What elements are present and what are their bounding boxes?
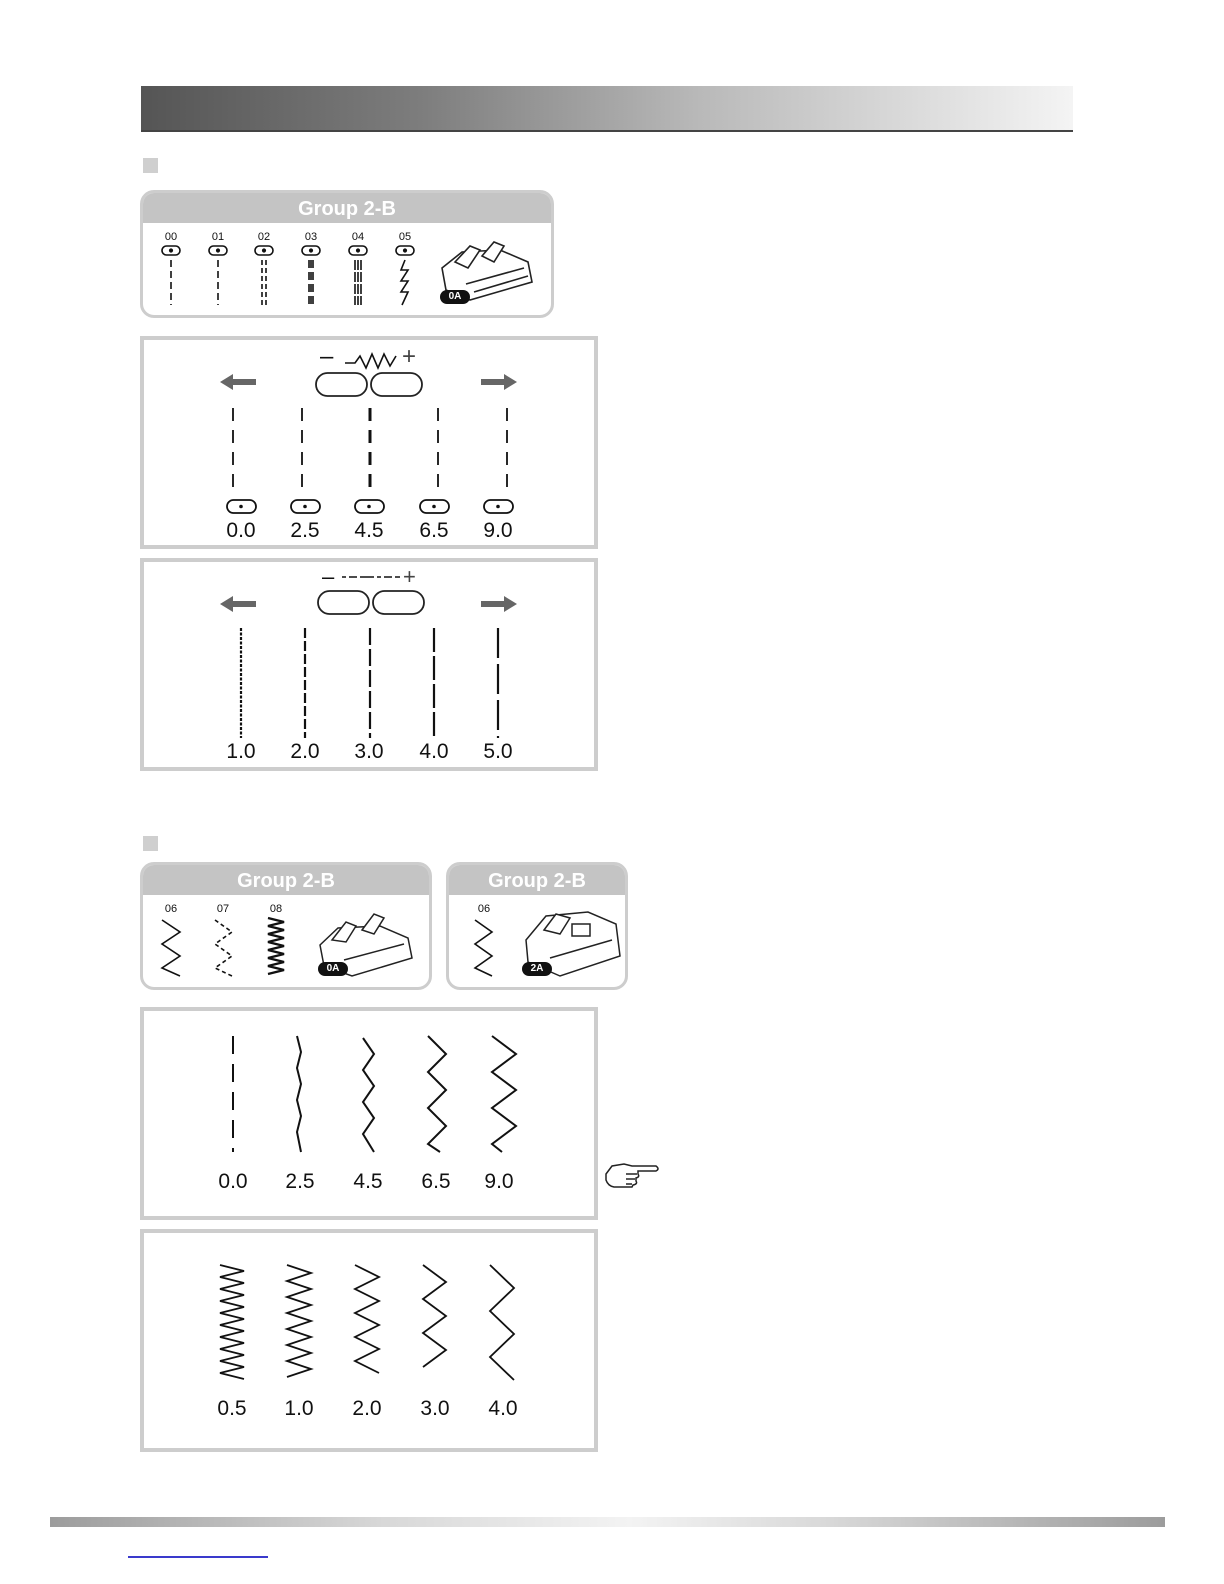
footer-bar (50, 1517, 1165, 1527)
zigzag-length-label: 4.0 (488, 1397, 518, 1420)
footer-link-underline (128, 1556, 268, 1558)
pattern-number: 05 (398, 231, 412, 243)
plus-sign: + (403, 564, 416, 589)
zigzag-length-label: 1.0 (284, 1397, 314, 1420)
foot-badge: 0A (448, 291, 462, 302)
plus-sign: + (402, 343, 417, 370)
zigzag-length-label: 2.0 (352, 1397, 382, 1420)
stitch-length-label: 1.0 (226, 740, 256, 763)
pattern-number: 00 (164, 231, 178, 243)
foot-badge: 2A (530, 963, 544, 974)
pattern-number: 06 (164, 903, 178, 915)
pattern-number: 08 (269, 903, 283, 915)
pattern-number: 02 (257, 231, 271, 243)
group-title: Group 2-B (143, 865, 429, 895)
needle-position-label: 9.0 (483, 519, 513, 542)
minus-sign: – (322, 564, 335, 589)
pattern-number: 04 (351, 231, 365, 243)
needle-position-label: 0.0 (226, 519, 256, 542)
zigzag-width-label: 6.5 (421, 1170, 451, 1193)
pattern-number: 07 (216, 903, 230, 915)
stitch-length-label: 5.0 (483, 740, 513, 763)
zigzag-length-label: 3.0 (420, 1397, 450, 1420)
stitch-length-label: 3.0 (354, 740, 384, 763)
zigzag-width-label: 4.5 (353, 1170, 383, 1193)
needle-position-label: 6.5 (419, 519, 449, 542)
zigzag-width-label: 9.0 (484, 1170, 514, 1193)
pattern-number: 01 (211, 231, 225, 243)
group-title: Group 2-B (143, 193, 551, 223)
stitch-length-label: 4.0 (419, 740, 449, 763)
zigzag-length-label: 0.5 (217, 1397, 247, 1420)
needle-position-label: 4.5 (354, 519, 384, 542)
minus-sign: – (320, 343, 334, 370)
pattern-number: 06 (477, 903, 491, 915)
stitch-length-label: 2.0 (290, 740, 320, 763)
group-title: Group 2-B (449, 865, 625, 895)
zigzag-width-label: 2.5 (285, 1170, 315, 1193)
pattern-number: 03 (304, 231, 318, 243)
foot-badge: 0A (326, 963, 340, 974)
zigzag-width-label: 0.0 (218, 1170, 248, 1193)
needle-position-label: 2.5 (290, 519, 320, 542)
